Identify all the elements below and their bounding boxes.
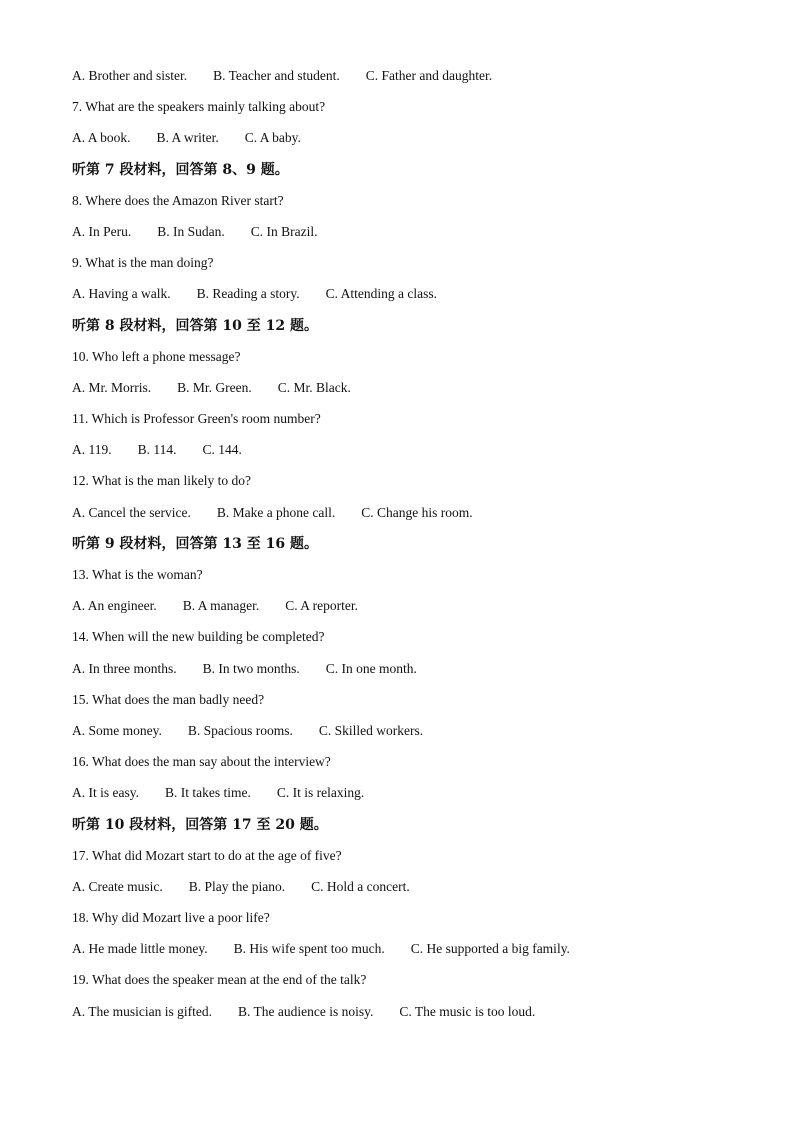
answer-option: A. He made little money. xyxy=(72,941,208,957)
answer-options xyxy=(72,939,752,970)
answer-option: B. The audience is noisy. xyxy=(237,1003,374,1019)
answer-option: C. In one month. xyxy=(325,660,417,676)
question-text: 13. What is the woman? xyxy=(72,567,203,582)
question-text: 12. What is the man likely to do? xyxy=(72,473,251,489)
answer-option: B. Mr. Green. xyxy=(177,379,252,395)
answer-option: C. Attending a class. xyxy=(325,286,437,302)
answer-options xyxy=(72,128,752,159)
answer-option: C. Mr. Black. xyxy=(277,379,351,395)
answer-option: B. His wife spent too much. xyxy=(233,941,385,957)
answer-option: A. Brother and sister. xyxy=(72,68,188,83)
answer-option: B. Make a phone call. xyxy=(216,504,336,520)
answer-option: C. Skilled workers. xyxy=(318,722,424,738)
answer-options xyxy=(72,503,752,534)
answer-option: C. He supported a big family. xyxy=(410,941,570,957)
question-text: 10. Who left a phone message? xyxy=(72,348,241,364)
answer-option: A. Some money. xyxy=(72,722,162,738)
answer-options xyxy=(72,783,752,814)
answer-option: C. A reporter. xyxy=(285,598,358,614)
question-text: 14. When will the new building be completed? xyxy=(72,629,325,645)
document-page xyxy=(72,66,752,1033)
answer-option: B. In Sudan. xyxy=(157,223,225,239)
answer-option: A. 119. xyxy=(72,442,112,458)
question-text: 18. Why did Mozart live a poor life? xyxy=(72,910,270,926)
answer-option: A. Mr. Morris. xyxy=(72,379,152,395)
question-text: 9. What is the man doing? xyxy=(72,255,214,271)
answer-option: C. The music is too loud. xyxy=(399,1003,536,1019)
question-text: 7. What are the speakers mainly talking about? xyxy=(72,99,326,115)
question-text: 17. What did Mozart start to do at the age of five? xyxy=(72,847,342,863)
answer-option: B. It takes time. xyxy=(165,785,251,801)
question-text: 15. What does the man badly need? xyxy=(72,691,265,707)
answer-options xyxy=(72,440,752,471)
answer-option: B. Reading a story. xyxy=(196,286,300,302)
answer-option: A. A book. xyxy=(72,130,131,146)
answer-option: A. An engineer. xyxy=(72,598,157,614)
answer-options xyxy=(72,877,752,908)
answer-option: B. Play the piano. xyxy=(188,878,286,894)
answer-option: A. It is easy. xyxy=(72,785,139,801)
answer-option: C. 144. xyxy=(202,442,242,458)
answer-option: B. A manager. xyxy=(182,598,260,614)
answer-option: C. It is relaxing. xyxy=(276,785,365,801)
answer-option: B. Teacher and student. xyxy=(213,68,340,83)
question-text: 19. What does the speaker mean at the end of the talk? xyxy=(72,972,367,988)
answer-option: A. In three months. xyxy=(72,660,177,676)
answer-option: B. 114. xyxy=(137,442,177,458)
answer-options xyxy=(72,378,752,409)
answer-option: C. Father and daughter. xyxy=(365,68,493,83)
answer-options xyxy=(72,66,752,97)
answer-option: A. In Peru. xyxy=(72,223,132,239)
answer-option: C. Change his room. xyxy=(361,504,473,520)
answer-options xyxy=(72,284,752,315)
answer-option: B. Spacious rooms. xyxy=(187,722,293,738)
answer-options xyxy=(72,659,752,690)
answer-option: A. Having a walk. xyxy=(72,286,171,302)
answer-options xyxy=(72,1002,752,1033)
section-heading: 听第 10 段材料，回答第 17 至 20 题。 xyxy=(72,816,328,833)
answer-option: B. In two months. xyxy=(202,660,300,676)
answer-options xyxy=(72,721,752,752)
question-text: 16. What does the man say about the interview? xyxy=(72,754,331,770)
section-heading: 听第 9 段材料，回答第 13 至 16 题。 xyxy=(72,535,318,552)
answer-option: A. The musician is gifted. xyxy=(72,1003,212,1019)
answer-options xyxy=(72,596,752,627)
section-heading: 听第 8 段材料，回答第 10 至 12 题。 xyxy=(72,317,318,334)
answer-option: A. Cancel the service. xyxy=(72,504,191,520)
question-text: 8. Where does the Amazon River start? xyxy=(72,192,284,208)
answer-option: C. In Brazil. xyxy=(250,223,318,239)
answer-option: B. A writer. xyxy=(156,130,219,146)
answer-option: C. A baby. xyxy=(244,130,301,146)
question-text: 11. Which is Professor Green's room number? xyxy=(72,411,321,427)
answer-options xyxy=(72,222,752,253)
answer-option: A. Create music. xyxy=(72,878,163,894)
section-heading: 听第 7 段材料，回答第 8、9 题。 xyxy=(72,161,289,178)
answer-option: C. Hold a concert. xyxy=(311,878,410,894)
